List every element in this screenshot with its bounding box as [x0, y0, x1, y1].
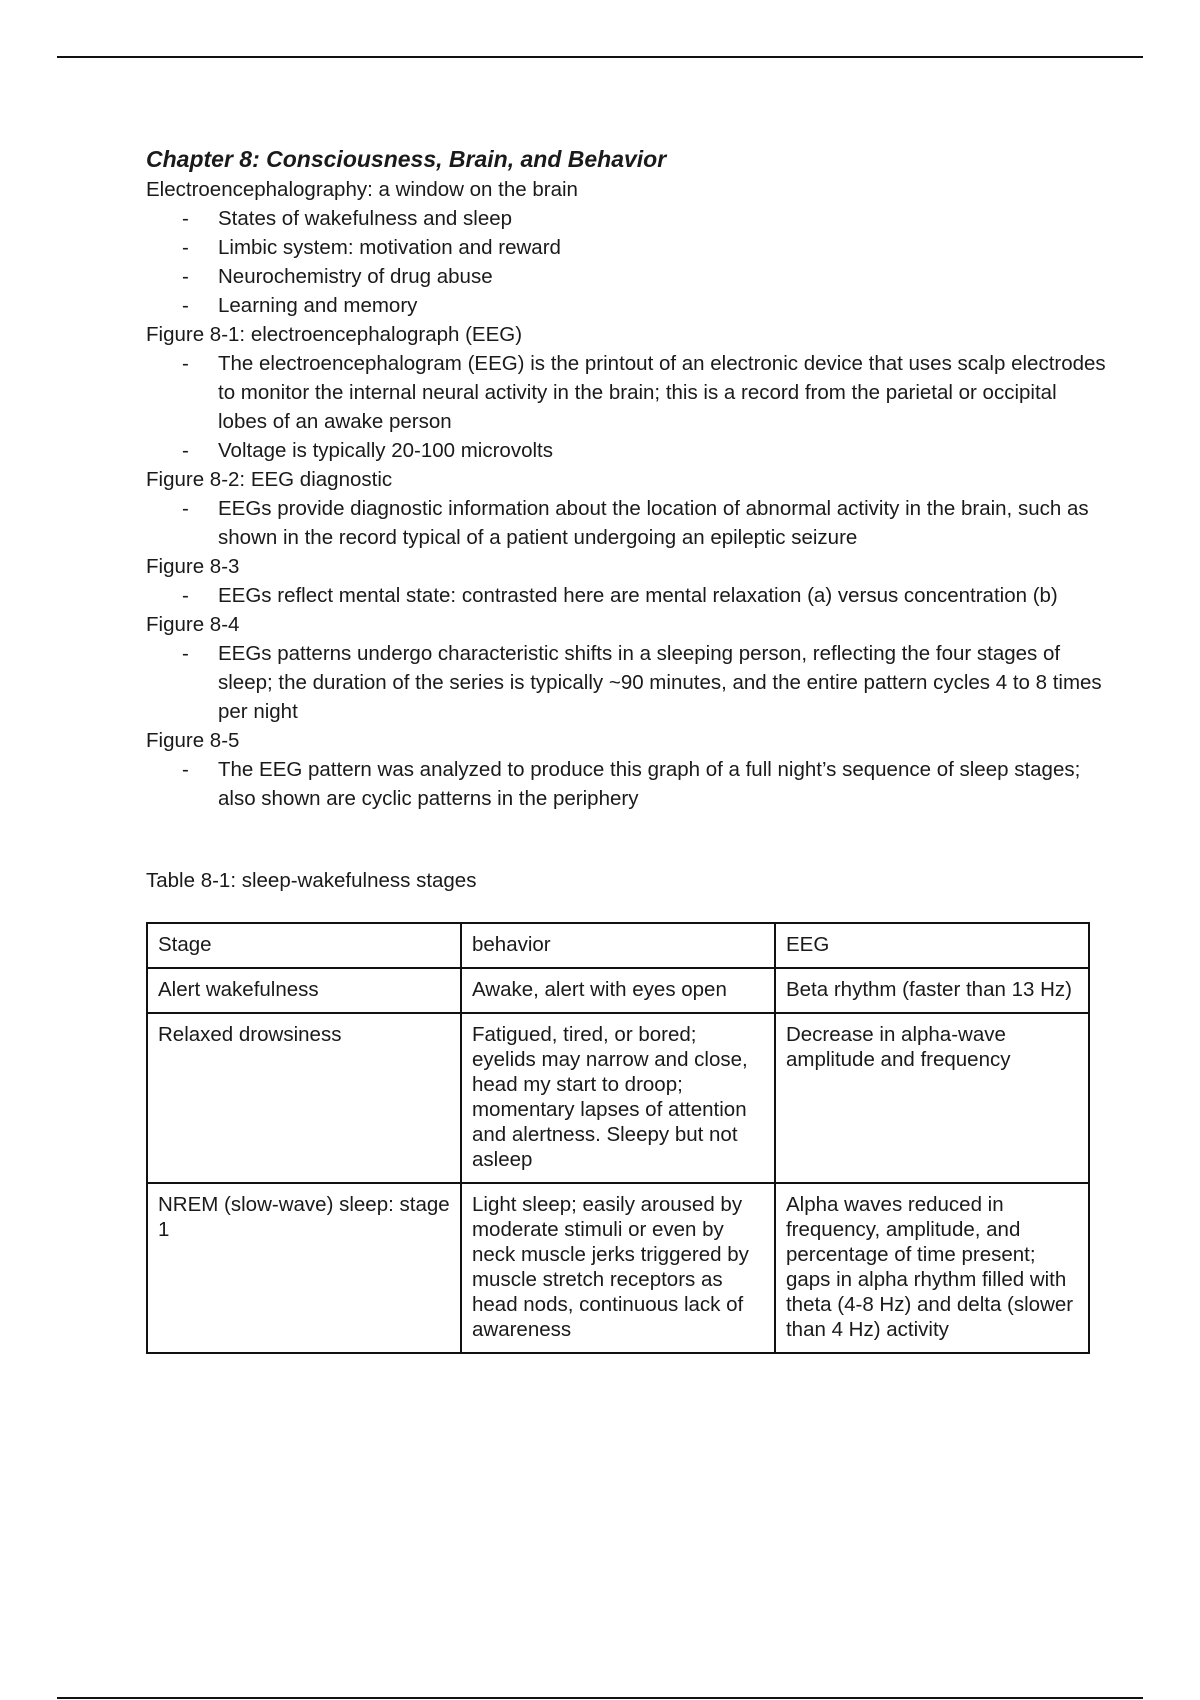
section-heading: Figure 8-2: EEG diagnostic — [146, 468, 393, 491]
bullet-list — [146, 581, 1106, 610]
table-header-cell: Stage — [147, 923, 461, 968]
bullet-marker: - — [182, 265, 189, 288]
table-cell: NREM (slow-wave) sleep: stage 1 — [147, 1183, 461, 1353]
section-heading: Electroencephalography: a window on the brain — [146, 178, 578, 201]
table-cell: Fatigued, tired, or bored; eyelids may narrow and close, head my start to droop; momentary lapses of attention and alertness. Sleepy but not asleep — [461, 1013, 775, 1183]
bottom-rule — [57, 1697, 1143, 1699]
bullet-marker: - — [182, 236, 189, 259]
bullet-list — [146, 755, 1106, 813]
table-header-cell: EEG — [775, 923, 1089, 968]
list-item — [146, 436, 1106, 465]
bullet-list — [146, 349, 1106, 465]
table-cell: Relaxed drowsiness — [147, 1013, 461, 1183]
list-item-text: EEGs reflect mental state: contrasted here are mental relaxation (a) versus concentration (b) — [218, 584, 1058, 607]
document-body — [146, 143, 1106, 1354]
section — [146, 320, 1106, 465]
list-item-text: Neurochemistry of drug abuse — [218, 265, 493, 288]
bullet-list — [146, 494, 1106, 552]
list-item — [146, 204, 1106, 233]
table-row — [147, 1183, 1089, 1353]
bullet-list — [146, 639, 1106, 726]
section — [146, 465, 1106, 552]
list-item-text: The electroencephalogram (EEG) is the printout of an electronic device that uses scalp electrodes to monitor the internal neural activity in the brain; this is a record from the parietal or occipital lobes of an awake person — [218, 352, 1106, 433]
bullet-marker: - — [182, 642, 189, 665]
table-cell: Alert wakefulness — [147, 968, 461, 1013]
list-item — [146, 581, 1106, 610]
list-item — [146, 291, 1106, 320]
bullet-marker: - — [182, 758, 189, 781]
list-item-text: Voltage is typically 20-100 microvolts — [218, 439, 553, 462]
list-item — [146, 494, 1106, 552]
section-heading: Figure 8-5 — [146, 729, 240, 752]
list-item — [146, 349, 1106, 436]
bullet-list — [146, 204, 1106, 320]
sleep-stages-table — [146, 922, 1090, 1354]
list-item-text: EEGs patterns undergo characteristic shifts in a sleeping person, reflecting the four stages of sleep; the duration of the series is typically ~90 minutes, and the entire pattern cycles 4 to 8 times per night — [218, 642, 1102, 723]
table-cell: Awake, alert with eyes open — [461, 968, 775, 1013]
table-row — [147, 968, 1089, 1013]
bullet-marker: - — [182, 497, 189, 520]
list-item — [146, 755, 1106, 813]
list-item-text: States of wakefulness and sleep — [218, 207, 513, 230]
list-item — [146, 262, 1106, 291]
list-item-text: Learning and memory — [218, 294, 418, 317]
table-row — [147, 1013, 1089, 1183]
table-cell: Decrease in alpha-wave amplitude and frequency — [775, 1013, 1089, 1183]
section — [146, 610, 1106, 726]
table-cell: Alpha waves reduced in frequency, amplitude, and percentage of time present; gaps in alpha rhythm filled with theta (4-8 Hz) and delta (slower than 4 Hz) activity — [775, 1183, 1089, 1353]
section — [146, 726, 1106, 813]
table-caption: Table 8-1: sleep-wakefulness stages — [146, 869, 477, 892]
bullet-marker: - — [182, 584, 189, 607]
bullet-marker: - — [182, 207, 189, 230]
bullet-marker: - — [182, 294, 189, 317]
table-cell: Light sleep; easily aroused by moderate stimuli or even by neck muscle jerks triggered by muscle stretch receptors as head nods, continuous lack of awareness — [461, 1183, 775, 1353]
table-cell: Beta rhythm (faster than 13 Hz) — [775, 968, 1089, 1013]
top-rule — [57, 56, 1143, 58]
list-item-text: EEGs provide diagnostic information about the location of abnormal activity in the brain, such as shown in the record typical of a patient undergoing an epileptic seizure — [218, 497, 1089, 549]
table-header-cell: behavior — [461, 923, 775, 968]
list-item-text: The EEG pattern was analyzed to produce this graph of a full night’s sequence of sleep stages; also shown are cyclic patterns in the periphery — [218, 758, 1081, 810]
bullet-marker: - — [182, 439, 189, 462]
list-item — [146, 639, 1106, 726]
section-heading: Figure 8-1: electroencephalograph (EEG) — [146, 323, 523, 346]
section-heading: Figure 8-4 — [146, 613, 240, 636]
table-header-row — [147, 923, 1089, 968]
bullet-marker: - — [182, 352, 189, 375]
section — [146, 552, 1106, 610]
list-item-text: Limbic system: motivation and reward — [218, 236, 561, 259]
section-heading: Figure 8-3 — [146, 555, 240, 578]
section — [146, 175, 1106, 320]
chapter-title: Chapter 8: Consciousness, Brain, and Behavior — [146, 146, 667, 172]
list-item — [146, 233, 1106, 262]
